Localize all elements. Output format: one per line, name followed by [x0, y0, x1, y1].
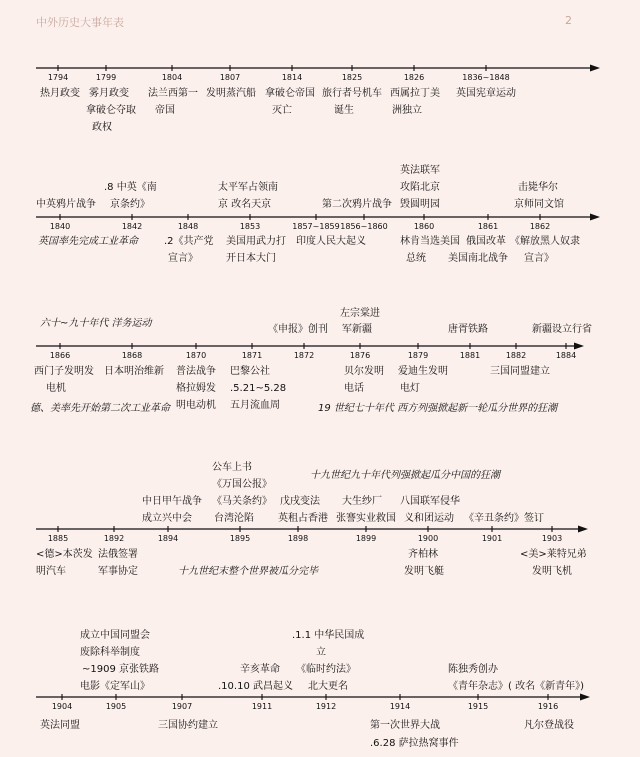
event-text: 英国率先完成工业革命: [38, 236, 138, 247]
event-text: 毁圆明园: [400, 199, 440, 210]
event-text: 京条约》: [110, 199, 150, 210]
year-label: 1901: [481, 534, 503, 543]
year-label: 1876: [349, 351, 371, 360]
event-text: <德>本茨发: [36, 549, 93, 560]
year-label: 1861: [477, 222, 499, 231]
event-text: 法俄签署: [98, 549, 138, 560]
event-text: 巴黎公社: [230, 366, 270, 377]
year-label: 1840: [49, 222, 71, 231]
year-label: 1885: [47, 534, 69, 543]
event-text: 旅行者号机车: [322, 88, 382, 99]
event-text: 明电动机: [176, 400, 216, 411]
event-text: 俄国改革: [466, 236, 506, 247]
event-text: 三国协约建立: [158, 720, 218, 731]
event-text: 中日甲午战争: [142, 496, 202, 507]
event-text: 齐柏林: [408, 549, 438, 560]
year-label: 1879: [407, 351, 429, 360]
event-text: 拿破仑帝国: [265, 88, 315, 99]
event-text: 新疆设立行省: [532, 324, 592, 335]
event-text: 开日本大门: [226, 253, 276, 264]
year-label: 1870: [185, 351, 207, 360]
event-text: 发明蒸汽船: [206, 88, 256, 99]
year-label: 1892: [103, 534, 125, 543]
event-text: 英法同盟: [40, 720, 80, 731]
event-text: .2《共产党: [164, 236, 214, 247]
event-text: 《马关条约》: [212, 496, 272, 507]
page-number: 2: [565, 14, 572, 27]
event-text: 电机: [46, 383, 66, 394]
year-label: 1866: [49, 351, 71, 360]
event-text: 义和团运动: [404, 513, 454, 524]
year-label: 1814: [281, 73, 303, 82]
event-text: 西属拉丁美: [390, 88, 440, 99]
year-label: 1907: [171, 702, 193, 711]
year-label: 1860: [413, 222, 435, 231]
event-text: 英国宪章运动: [456, 88, 516, 99]
event-text: 《申报》创刊: [268, 324, 328, 335]
event-text: 十九世纪九十年代列强掀起瓜分中国的狂潮: [310, 470, 500, 481]
event-text: 三国同盟建立: [490, 366, 550, 377]
event-text: 美国用武力打: [226, 236, 286, 247]
event-text: 公车上书: [212, 462, 252, 473]
event-text: 成立兴中会: [142, 513, 192, 524]
event-text: 拿破仑夺取: [86, 105, 136, 116]
year-label: 1826: [403, 73, 425, 82]
event-text: 戊戌变法: [280, 496, 320, 507]
event-text: 废除科举制度: [80, 647, 140, 658]
year-label: 1884: [555, 351, 577, 360]
event-text: .1.1 中华民国成: [292, 630, 365, 641]
event-text: 京 改名天京: [218, 199, 272, 210]
event-text: 英租占香港: [278, 513, 328, 524]
event-text: 电话: [344, 383, 364, 394]
event-text: 英法联军: [400, 165, 440, 176]
event-text: <美>莱特兄弟: [520, 549, 587, 560]
year-label: 1872: [293, 351, 315, 360]
event-text: 帝国: [155, 105, 175, 116]
event-text: .5.21~5.28: [230, 383, 287, 394]
event-text: 张謇实业救国: [336, 513, 396, 524]
year-label: 1882: [505, 351, 527, 360]
event-text: 电灯: [400, 383, 420, 394]
event-text: 政权: [92, 122, 112, 133]
event-text: 发明飞艇: [404, 566, 444, 577]
year-label: 1825: [341, 73, 363, 82]
event-text: 中英鸦片战争: [36, 199, 96, 210]
event-text: 第二次鸦片战争: [322, 199, 392, 210]
event-text: 左宗棠进: [340, 308, 380, 319]
event-text: 击毙华尔: [518, 182, 558, 193]
event-text: 爱迪生发明: [398, 366, 448, 377]
event-text: 五月流血周: [230, 400, 280, 411]
event-text: 《青年杂志》( 改名《新青年》): [448, 681, 584, 692]
year-label: 1868: [121, 351, 143, 360]
event-text: 台湾沦陷: [214, 513, 254, 524]
year-label: 1903: [541, 534, 563, 543]
event-text: 宣言》: [524, 253, 554, 264]
year-label: 1848: [177, 222, 199, 231]
event-text: 北大更名: [308, 681, 348, 692]
event-text: 热月政变: [40, 88, 80, 99]
event-text: 德、美率先开始第二次工业革命: [30, 403, 170, 414]
year-label: 1804: [161, 73, 183, 82]
event-text: 发明飞机: [532, 566, 572, 577]
event-text: 辛亥革命: [240, 664, 280, 675]
event-text: 印度人民大起义: [296, 236, 366, 247]
year-label: 1904: [51, 702, 73, 711]
year-label: 1853: [239, 222, 261, 231]
year-label: 1905: [105, 702, 127, 711]
event-text: .6.28 萨拉热窝事件: [370, 738, 459, 749]
event-text: 十九世纪末整个世界被瓜分完毕: [178, 566, 318, 577]
year-label: 1881: [459, 351, 481, 360]
year-label: 1794: [47, 73, 69, 82]
event-text: 唐胥铁路: [448, 324, 488, 335]
event-text: 美国南北战争: [448, 253, 508, 264]
event-text: .8 中英《南: [104, 182, 157, 193]
event-text: 第一次世界大战: [370, 720, 440, 731]
event-text: .10.10 武昌起义: [218, 681, 293, 692]
event-text: 六十~九十年代 洋务运动: [40, 318, 152, 329]
event-text: 太平军占领南: [218, 182, 278, 193]
year-label: 1857~1859: [292, 222, 340, 231]
year-label: 1911: [251, 702, 273, 711]
year-label: 1856~1860: [340, 222, 388, 231]
year-label: 1899: [355, 534, 377, 543]
event-text: 《临时约法》: [296, 664, 356, 675]
event-text: 电影《定军山》: [80, 681, 150, 692]
year-label: 1914: [389, 702, 411, 711]
event-text: 大生纱厂: [342, 496, 382, 507]
event-text: 攻陷北京: [400, 182, 440, 193]
event-text: 西门子发明发: [34, 366, 94, 377]
year-label: 1862: [529, 222, 551, 231]
event-text: 格拉姆发: [176, 383, 216, 394]
year-label: 1895: [229, 534, 251, 543]
year-label: 1915: [467, 702, 489, 711]
year-label: 1871: [241, 351, 263, 360]
event-text: ~1909 京张铁路: [82, 664, 160, 675]
year-label: 1912: [315, 702, 337, 711]
event-text: 凡尔登战役: [524, 720, 574, 731]
event-text: 灭亡: [272, 105, 292, 116]
year-label: 1836~1848: [462, 73, 510, 82]
event-text: 八国联军侵华: [400, 496, 460, 507]
event-text: 《辛丑条约》签订: [464, 513, 544, 524]
year-label: 1799: [95, 73, 117, 82]
event-text: 军事协定: [98, 566, 138, 577]
event-text: 贝尔发明: [344, 366, 384, 377]
year-label: 1807: [219, 73, 241, 82]
event-text: 林肯当选美国: [400, 236, 460, 247]
event-text: 洲独立: [392, 105, 422, 116]
event-text: 19 世纪七十年代 西方列强掀起新一轮瓜分世界的狂潮: [318, 403, 558, 414]
event-text: 普法战争: [176, 366, 216, 377]
event-text: 陈独秀创办: [448, 664, 498, 675]
year-label: 1898: [287, 534, 309, 543]
doc-title: 中外历史大事年表: [36, 16, 124, 29]
year-label: 1900: [417, 534, 439, 543]
event-text: 雾月政变: [89, 88, 129, 99]
event-text: 宣言》: [168, 253, 198, 264]
year-label: 1916: [537, 702, 559, 711]
event-text: 京师同文馆: [514, 199, 564, 210]
event-text: 立: [316, 647, 326, 658]
year-label: 1842: [121, 222, 143, 231]
event-text: 明汽车: [36, 566, 66, 577]
event-text: 总统: [406, 253, 426, 264]
event-text: 《万国公报》: [212, 479, 272, 490]
event-text: 日本明治维新: [104, 366, 164, 377]
event-text: 诞生: [334, 105, 354, 116]
event-text: 《解放黑人奴隶: [510, 236, 580, 247]
event-text: 军新疆: [342, 324, 372, 335]
year-label: 1894: [157, 534, 179, 543]
event-text: 成立中国同盟会: [80, 630, 150, 641]
event-text: 法兰西第一: [148, 88, 198, 99]
